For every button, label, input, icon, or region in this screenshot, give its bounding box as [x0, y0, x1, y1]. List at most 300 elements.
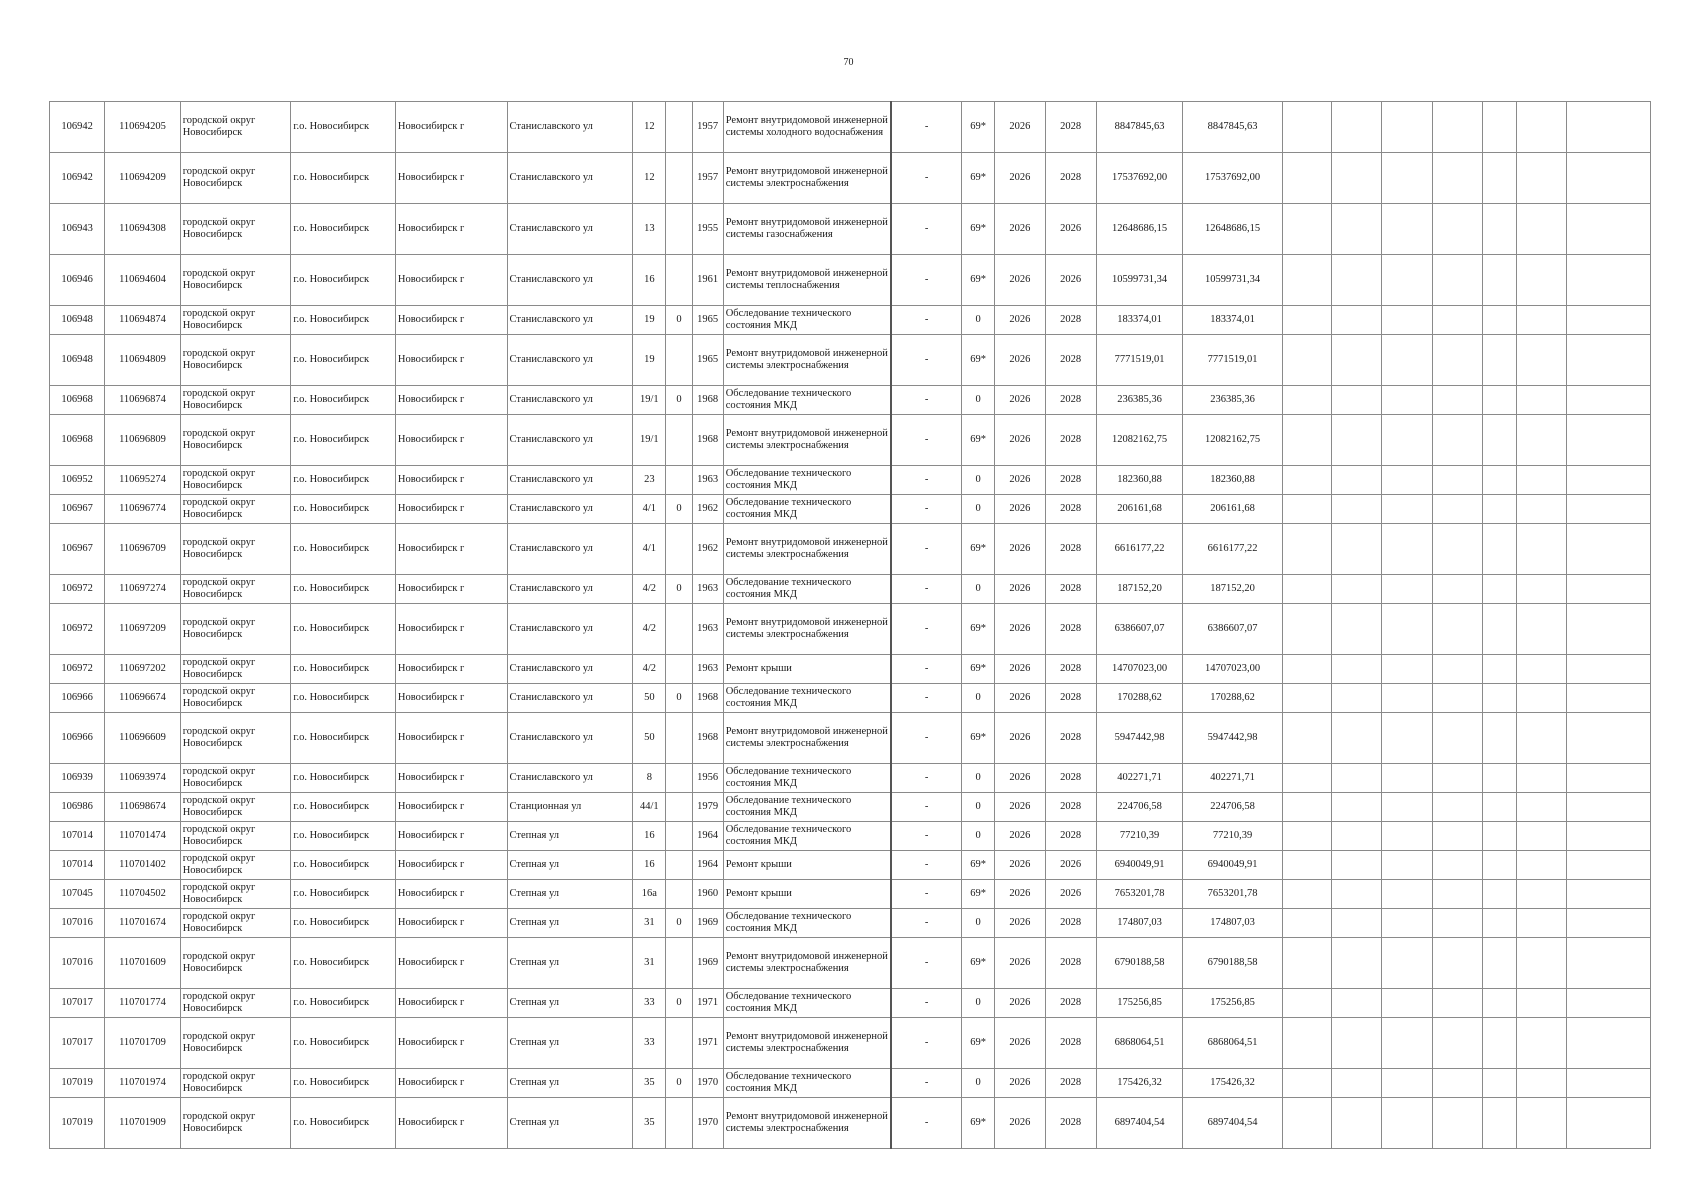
- work-type: Ремонт внутридомовой инженерной системы электроснабжения: [723, 524, 891, 575]
- empty-cell: [1382, 604, 1432, 655]
- work-type: Ремонт крыши: [723, 880, 891, 909]
- work-code: 110696674: [105, 684, 180, 713]
- table-row: [50, 713, 1651, 764]
- empty-cell: [1482, 989, 1516, 1018]
- empty-cell: [1282, 713, 1331, 764]
- year-start: 2026: [995, 335, 1045, 386]
- empty-cell: [1517, 1069, 1567, 1098]
- house-number: 33: [633, 1018, 666, 1069]
- building-number: [666, 1018, 692, 1069]
- year-end: 2028: [1045, 793, 1096, 822]
- sum-fund: 10599731,34: [1183, 255, 1283, 306]
- year-start: 2026: [995, 880, 1045, 909]
- work-type: Обследование технического состояния МКД: [723, 793, 891, 822]
- sum-total: 206161,68: [1096, 495, 1182, 524]
- municipality: г.о. Новосибирск: [291, 335, 396, 386]
- house-number: 16: [633, 851, 666, 880]
- table-row: [50, 466, 1651, 495]
- municipality: г.о. Новосибирск: [291, 1069, 396, 1098]
- table-row: [50, 989, 1651, 1018]
- empty-cell: [1382, 306, 1432, 335]
- city: Новосибирск г: [395, 386, 507, 415]
- percent: 0: [962, 575, 995, 604]
- okrug-name: городской округ Новосибирск: [180, 102, 291, 153]
- sum-fund: 8847845,63: [1183, 102, 1283, 153]
- empty-cell: [1382, 938, 1432, 989]
- year-start: 2026: [995, 684, 1045, 713]
- empty-cell: [1432, 713, 1482, 764]
- city: Новосибирск г: [395, 684, 507, 713]
- dash-cell: -: [891, 822, 961, 851]
- table-row: [50, 604, 1651, 655]
- build-year: 1955: [692, 204, 723, 255]
- empty-cell: [1482, 822, 1516, 851]
- row-id: 106967: [50, 524, 105, 575]
- municipality: г.о. Новосибирск: [291, 386, 396, 415]
- house-number: 4/2: [633, 604, 666, 655]
- empty-cell: [1332, 415, 1382, 466]
- work-type: Ремонт внутридомовой инженерной системы электроснабжения: [723, 1018, 891, 1069]
- table-row: [50, 386, 1651, 415]
- work-code: 110696774: [105, 495, 180, 524]
- house-number: 23: [633, 466, 666, 495]
- empty-cell: [1517, 495, 1567, 524]
- empty-cell: [1482, 655, 1516, 684]
- dash-cell: -: [891, 255, 961, 306]
- table-row: [50, 524, 1651, 575]
- empty-cell: [1432, 1098, 1482, 1149]
- empty-cell: [1382, 102, 1432, 153]
- work-code: 110693974: [105, 764, 180, 793]
- empty-cell: [1332, 386, 1382, 415]
- city: Новосибирск г: [395, 255, 507, 306]
- empty-cell: [1432, 255, 1482, 306]
- empty-cell: [1432, 684, 1482, 713]
- house-number: 19/1: [633, 415, 666, 466]
- empty-cell: [1382, 415, 1432, 466]
- year-start: 2026: [995, 1069, 1045, 1098]
- build-year: 1963: [692, 604, 723, 655]
- empty-cell: [1332, 822, 1382, 851]
- empty-cell: [1517, 822, 1567, 851]
- sum-fund: 12648686,15: [1183, 204, 1283, 255]
- okrug-name: городской округ Новосибирск: [180, 495, 291, 524]
- work-type: Ремонт внутридомовой инженерной системы газоснабжения: [723, 204, 891, 255]
- empty-cell: [1382, 255, 1432, 306]
- work-type: Обследование технического состояния МКД: [723, 684, 891, 713]
- empty-cell: [1517, 851, 1567, 880]
- empty-cell: [1517, 909, 1567, 938]
- empty-cell: [1432, 909, 1482, 938]
- year-end: 2028: [1045, 909, 1096, 938]
- empty-cell: [1432, 415, 1482, 466]
- street: Станиславского ул: [507, 386, 633, 415]
- empty-cell: [1282, 335, 1331, 386]
- percent: 69*: [962, 255, 995, 306]
- build-year: 1968: [692, 386, 723, 415]
- year-end: 2028: [1045, 386, 1096, 415]
- sum-fund: 17537692,00: [1183, 153, 1283, 204]
- work-type: Обследование технического состояния МКД: [723, 575, 891, 604]
- table-row: [50, 204, 1651, 255]
- municipality: г.о. Новосибирск: [291, 713, 396, 764]
- empty-cell: [1382, 989, 1432, 1018]
- dash-cell: -: [891, 909, 961, 938]
- work-type: Ремонт внутридомовой инженерной системы электроснабжения: [723, 335, 891, 386]
- row-id: 106986: [50, 793, 105, 822]
- street: Станиславского ул: [507, 495, 633, 524]
- empty-cell: [1567, 1069, 1651, 1098]
- city: Новосибирск г: [395, 415, 507, 466]
- sum-fund: 402271,71: [1183, 764, 1283, 793]
- empty-cell: [1282, 495, 1331, 524]
- sum-total: 170288,62: [1096, 684, 1182, 713]
- build-year: 1979: [692, 793, 723, 822]
- table-row: [50, 575, 1651, 604]
- sum-total: 7771519,01: [1096, 335, 1182, 386]
- building-number: 0: [666, 306, 692, 335]
- dash-cell: -: [891, 989, 961, 1018]
- empty-cell: [1432, 938, 1482, 989]
- city: Новосибирск г: [395, 466, 507, 495]
- year-start: 2026: [995, 204, 1045, 255]
- percent: 0: [962, 306, 995, 335]
- empty-cell: [1567, 989, 1651, 1018]
- city: Новосибирск г: [395, 204, 507, 255]
- row-id: 106939: [50, 764, 105, 793]
- year-start: 2026: [995, 793, 1045, 822]
- empty-cell: [1282, 1018, 1331, 1069]
- row-id: 107016: [50, 938, 105, 989]
- city: Новосибирск г: [395, 989, 507, 1018]
- work-type: Обследование технического состояния МКД: [723, 764, 891, 793]
- year-end: 2028: [1045, 604, 1096, 655]
- building-number: [666, 851, 692, 880]
- empty-cell: [1517, 386, 1567, 415]
- work-type: Ремонт внутридомовой инженерной системы холодного водоснабжения: [723, 102, 891, 153]
- empty-cell: [1517, 880, 1567, 909]
- work-code: 110701774: [105, 989, 180, 1018]
- year-end: 2028: [1045, 335, 1096, 386]
- work-code: 110694874: [105, 306, 180, 335]
- empty-cell: [1567, 822, 1651, 851]
- year-start: 2026: [995, 822, 1045, 851]
- row-id: 106943: [50, 204, 105, 255]
- city: Новосибирск г: [395, 764, 507, 793]
- municipality: г.о. Новосибирск: [291, 793, 396, 822]
- building-number: [666, 524, 692, 575]
- empty-cell: [1567, 495, 1651, 524]
- city: Новосибирск г: [395, 655, 507, 684]
- empty-cell: [1432, 1018, 1482, 1069]
- empty-cell: [1517, 1018, 1567, 1069]
- empty-cell: [1567, 851, 1651, 880]
- year-end: 2028: [1045, 415, 1096, 466]
- house-number: 4/2: [633, 655, 666, 684]
- row-id: 106972: [50, 604, 105, 655]
- sum-fund: 174807,03: [1183, 909, 1283, 938]
- work-code: 110697202: [105, 655, 180, 684]
- house-number: 4/2: [633, 575, 666, 604]
- table-row: [50, 102, 1651, 153]
- percent: 69*: [962, 153, 995, 204]
- work-type: Ремонт крыши: [723, 851, 891, 880]
- empty-cell: [1432, 793, 1482, 822]
- empty-cell: [1517, 466, 1567, 495]
- okrug-name: городской округ Новосибирск: [180, 415, 291, 466]
- city: Новосибирск г: [395, 524, 507, 575]
- house-number: 19: [633, 335, 666, 386]
- empty-cell: [1432, 153, 1482, 204]
- row-id: 107019: [50, 1098, 105, 1149]
- house-number: 35: [633, 1069, 666, 1098]
- table-row: [50, 909, 1651, 938]
- year-end: 2028: [1045, 1018, 1096, 1069]
- empty-cell: [1282, 822, 1331, 851]
- dash-cell: -: [891, 386, 961, 415]
- sum-total: 6790188,58: [1096, 938, 1182, 989]
- year-end: 2026: [1045, 255, 1096, 306]
- row-id: 106942: [50, 102, 105, 153]
- empty-cell: [1482, 604, 1516, 655]
- empty-cell: [1432, 204, 1482, 255]
- year-end: 2028: [1045, 822, 1096, 851]
- municipality: г.о. Новосибирск: [291, 524, 396, 575]
- sum-fund: 7653201,78: [1183, 880, 1283, 909]
- work-code: 110701402: [105, 851, 180, 880]
- work-type: Ремонт крыши: [723, 655, 891, 684]
- empty-cell: [1382, 1098, 1432, 1149]
- year-end: 2028: [1045, 575, 1096, 604]
- okrug-name: городской округ Новосибирск: [180, 153, 291, 204]
- empty-cell: [1332, 466, 1382, 495]
- year-start: 2026: [995, 655, 1045, 684]
- empty-cell: [1517, 655, 1567, 684]
- empty-cell: [1517, 713, 1567, 764]
- empty-cell: [1332, 655, 1382, 684]
- sum-total: 6616177,22: [1096, 524, 1182, 575]
- house-number: 31: [633, 938, 666, 989]
- year-end: 2028: [1045, 1069, 1096, 1098]
- empty-cell: [1517, 524, 1567, 575]
- house-number: 16: [633, 822, 666, 851]
- dash-cell: -: [891, 575, 961, 604]
- dash-cell: -: [891, 880, 961, 909]
- build-year: 1969: [692, 909, 723, 938]
- empty-cell: [1382, 851, 1432, 880]
- empty-cell: [1382, 793, 1432, 822]
- empty-cell: [1282, 764, 1331, 793]
- work-type: Обследование технического состояния МКД: [723, 909, 891, 938]
- empty-cell: [1382, 524, 1432, 575]
- empty-cell: [1482, 1018, 1516, 1069]
- sum-total: 183374,01: [1096, 306, 1182, 335]
- empty-cell: [1567, 938, 1651, 989]
- year-end: 2028: [1045, 524, 1096, 575]
- empty-cell: [1482, 938, 1516, 989]
- empty-cell: [1282, 524, 1331, 575]
- empty-cell: [1282, 793, 1331, 822]
- sum-total: 12082162,75: [1096, 415, 1182, 466]
- street: Станиславского ул: [507, 684, 633, 713]
- municipality: г.о. Новосибирск: [291, 880, 396, 909]
- empty-cell: [1482, 415, 1516, 466]
- okrug-name: городской округ Новосибирск: [180, 713, 291, 764]
- empty-cell: [1482, 684, 1516, 713]
- building-number: [666, 102, 692, 153]
- table-row: [50, 764, 1651, 793]
- year-end: 2026: [1045, 851, 1096, 880]
- building-number: [666, 655, 692, 684]
- empty-cell: [1567, 466, 1651, 495]
- work-code: 110694809: [105, 335, 180, 386]
- year-end: 2028: [1045, 102, 1096, 153]
- percent: 69*: [962, 880, 995, 909]
- table-row: [50, 306, 1651, 335]
- empty-cell: [1482, 466, 1516, 495]
- work-code: 110701674: [105, 909, 180, 938]
- house-number: 4/1: [633, 524, 666, 575]
- city: Новосибирск г: [395, 306, 507, 335]
- year-start: 2026: [995, 1098, 1045, 1149]
- dash-cell: -: [891, 1069, 961, 1098]
- municipality: г.о. Новосибирск: [291, 989, 396, 1018]
- empty-cell: [1282, 938, 1331, 989]
- empty-cell: [1332, 880, 1382, 909]
- sum-fund: 236385,36: [1183, 386, 1283, 415]
- build-year: 1963: [692, 655, 723, 684]
- empty-cell: [1517, 153, 1567, 204]
- year-start: 2026: [995, 386, 1045, 415]
- street: Станиславского ул: [507, 204, 633, 255]
- empty-cell: [1567, 306, 1651, 335]
- empty-cell: [1382, 204, 1432, 255]
- row-id: 106968: [50, 386, 105, 415]
- build-year: 1969: [692, 938, 723, 989]
- year-end: 2028: [1045, 153, 1096, 204]
- year-start: 2026: [995, 764, 1045, 793]
- municipality: г.о. Новосибирск: [291, 909, 396, 938]
- okrug-name: городской округ Новосибирск: [180, 989, 291, 1018]
- sum-fund: 6386607,07: [1183, 604, 1283, 655]
- sum-total: 5947442,98: [1096, 713, 1182, 764]
- city: Новосибирск г: [395, 851, 507, 880]
- sum-total: 6868064,51: [1096, 1018, 1182, 1069]
- dash-cell: -: [891, 655, 961, 684]
- okrug-name: городской округ Новосибирск: [180, 909, 291, 938]
- empty-cell: [1332, 793, 1382, 822]
- house-number: 19: [633, 306, 666, 335]
- build-year: 1962: [692, 524, 723, 575]
- empty-cell: [1482, 335, 1516, 386]
- dash-cell: -: [891, 306, 961, 335]
- okrug-name: городской округ Новосибирск: [180, 255, 291, 306]
- okrug-name: городской округ Новосибирск: [180, 880, 291, 909]
- percent: 69*: [962, 1098, 995, 1149]
- building-number: 0: [666, 909, 692, 938]
- okrug-name: городской округ Новосибирск: [180, 335, 291, 386]
- empty-cell: [1482, 909, 1516, 938]
- sum-fund: 6940049,91: [1183, 851, 1283, 880]
- empty-cell: [1282, 204, 1331, 255]
- work-type: Ремонт внутридомовой инженерной системы электроснабжения: [723, 938, 891, 989]
- municipality: г.о. Новосибирск: [291, 1018, 396, 1069]
- dash-cell: -: [891, 495, 961, 524]
- empty-cell: [1482, 153, 1516, 204]
- dash-cell: -: [891, 851, 961, 880]
- percent: 0: [962, 764, 995, 793]
- empty-cell: [1282, 102, 1331, 153]
- city: Новосибирск г: [395, 938, 507, 989]
- municipality: г.о. Новосибирск: [291, 575, 396, 604]
- empty-cell: [1282, 989, 1331, 1018]
- work-code: 110696609: [105, 713, 180, 764]
- build-year: 1962: [692, 495, 723, 524]
- empty-cell: [1332, 255, 1382, 306]
- empty-cell: [1567, 655, 1651, 684]
- empty-cell: [1432, 764, 1482, 793]
- street: Станиславского ул: [507, 102, 633, 153]
- city: Новосибирск г: [395, 793, 507, 822]
- okrug-name: городской округ Новосибирск: [180, 204, 291, 255]
- empty-cell: [1482, 713, 1516, 764]
- empty-cell: [1482, 204, 1516, 255]
- empty-cell: [1567, 1098, 1651, 1149]
- empty-cell: [1382, 655, 1432, 684]
- house-number: 19/1: [633, 386, 666, 415]
- street: Станиславского ул: [507, 524, 633, 575]
- build-year: 1957: [692, 153, 723, 204]
- percent: 69*: [962, 204, 995, 255]
- year-start: 2026: [995, 909, 1045, 938]
- work-code: 110696809: [105, 415, 180, 466]
- build-year: 1968: [692, 684, 723, 713]
- street: Степная ул: [507, 909, 633, 938]
- empty-cell: [1567, 524, 1651, 575]
- table-row: [50, 851, 1651, 880]
- row-id: 107017: [50, 989, 105, 1018]
- registry-table: [49, 101, 1651, 1149]
- table-row: [50, 684, 1651, 713]
- okrug-name: городской округ Новосибирск: [180, 524, 291, 575]
- empty-cell: [1382, 386, 1432, 415]
- city: Новосибирск г: [395, 1018, 507, 1069]
- empty-cell: [1282, 655, 1331, 684]
- percent: 69*: [962, 524, 995, 575]
- sum-total: 174807,03: [1096, 909, 1182, 938]
- empty-cell: [1432, 386, 1482, 415]
- empty-cell: [1517, 604, 1567, 655]
- build-year: 1971: [692, 1018, 723, 1069]
- city: Новосибирск г: [395, 909, 507, 938]
- work-code: 110695274: [105, 466, 180, 495]
- empty-cell: [1282, 575, 1331, 604]
- row-id: 106967: [50, 495, 105, 524]
- empty-cell: [1567, 575, 1651, 604]
- building-number: [666, 153, 692, 204]
- house-number: 4/1: [633, 495, 666, 524]
- year-end: 2028: [1045, 684, 1096, 713]
- row-id: 106948: [50, 306, 105, 335]
- empty-cell: [1382, 1018, 1432, 1069]
- building-number: [666, 204, 692, 255]
- municipality: г.о. Новосибирск: [291, 306, 396, 335]
- street: Степная ул: [507, 1069, 633, 1098]
- sum-fund: 170288,62: [1183, 684, 1283, 713]
- sum-total: 6897404,54: [1096, 1098, 1182, 1149]
- sum-fund: 182360,88: [1183, 466, 1283, 495]
- empty-cell: [1282, 386, 1331, 415]
